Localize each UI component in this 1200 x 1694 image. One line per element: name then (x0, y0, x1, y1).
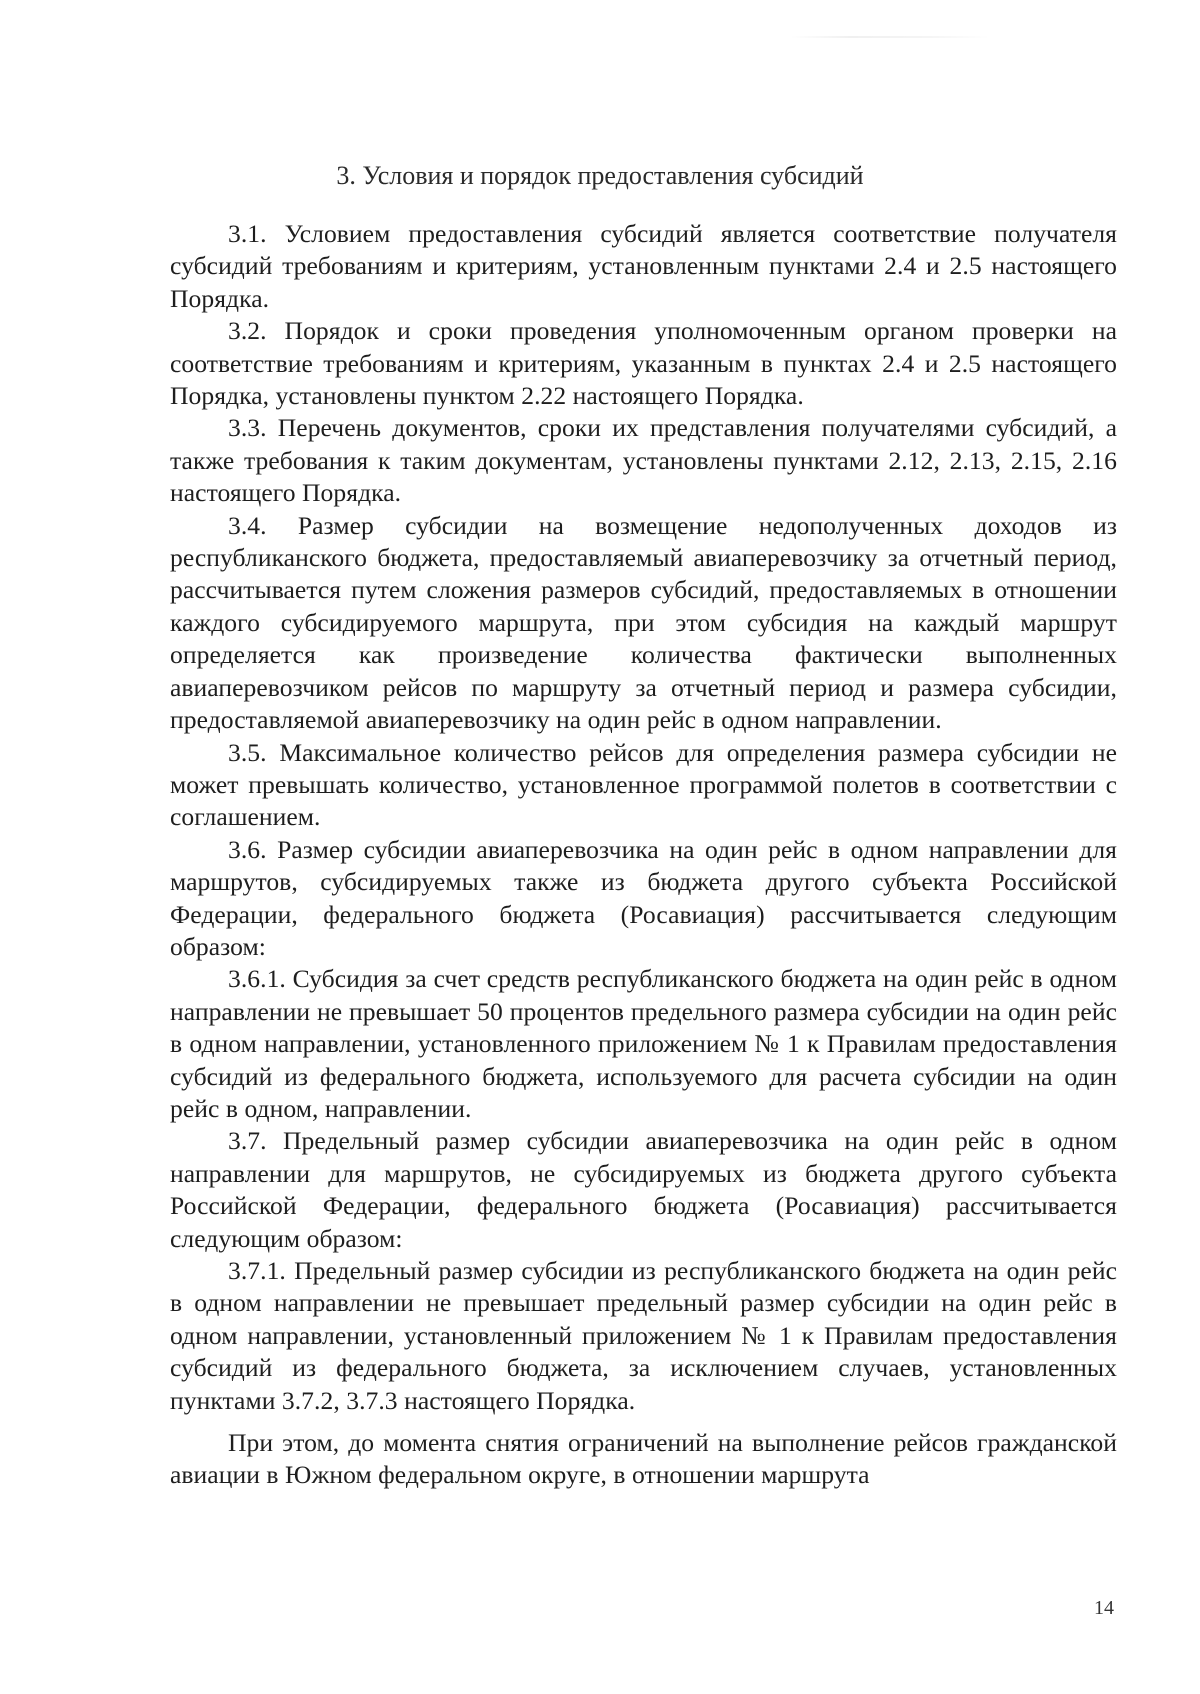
paragraph-3-5: 3.5. Максимальное количество рейсов для определения размера субсидии не может превышать количество, установленное программой полетов в соответствии с соглашением. (170, 737, 1117, 832)
section-title: 3. Условия и порядок предоставления субсидий (336, 161, 864, 190)
paragraph-3-1: 3.1. Условием предоставления субсидий является соответствие получателя субсидий требованиям и критериям, установленным пунктами 2.4 и 2.5 настоящего Порядка. (170, 219, 1117, 313)
scan-artifact (790, 36, 990, 38)
paragraph-3-6-1: 3.6.1. Субсидия за счет средств республиканского бюджета на один рейс в одном направлении не превышает 50 процентов предельного размера субсидии на один рейс в одном направлении, установленного приложением № 1 к Правилам предоставления субсидий из федерального бюджета, используемого для расчета субсидии на один рейс в одном, направлении. (170, 964, 1117, 1123)
document-body (170, 218, 1117, 1492)
paragraph-continuation: При этом, до момента снятия ограничений на выполнение рейсов гражданской авиации в Южном федеральном округе, в отношении маршрута (170, 1428, 1117, 1490)
page-number: 14 (1094, 1597, 1114, 1619)
paragraph-3-6: 3.6. Размер субсидии авиаперевозчика на один рейс в одном направлении для маршрутов, субсидируемых также из бюджета другого субъекта Российской Федерации, федерального бюджета (Росавиация) рассчитывается следующим образом: (170, 834, 1117, 961)
paragraph-3-4: 3.4. Размер субсидии на возмещение недополученных доходов из республиканского бюджета, предоставляемый авиаперевозчику за отчетный период, рассчитывается путем сложения размеров субсидий, предоставляемых в отношении каждого субсидируемого маршрута, при этом субсидия на каждый маршрут определяется как произведение количества фактически выполненных авиаперевозчиком рейсов по маршруту за отчетный период и размера субсидии, предоставляемой авиаперевозчику на один рейс в одном направлении. (170, 510, 1117, 735)
paragraph-3-7: 3.7. Предельный размер субсидии авиаперевозчика на один рейс в одном направлении для маршрутов, не субсидируемых из бюджета другого субъекта Российской Федерации, федерального бюджета (Росавиация) рассчитывается следующим образом: (170, 1126, 1117, 1253)
paragraph-3-7-1: 3.7.1. Предельный размер субсидии из республиканского бюджета на один рейс в одном направлении не превышает предельный размер субсидии на один рейс в одном направлении, установленный приложением № 1 к Правилам предоставления субсидий из федерального бюджета, за исключением случаев, установленных пунктами 3.7.2, 3.7.3 настоящего Порядка. (170, 1256, 1117, 1415)
paragraph-3-3: 3.3. Перечень документов, сроки их представления получателями субсидий, а также требования к таким документам, установлены пунктами 2.12, 2.13, 2.15, 2.16 настоящего Порядка. (170, 413, 1117, 508)
paragraph-3-2: 3.2. Порядок и сроки проведения уполномоченным органом проверки на соответствие требованиям и критериям, указанным в пунктах 2.4 и 2.5 настоящего Порядка, установлены пунктом 2.22 настоящего Порядка. (170, 316, 1117, 411)
